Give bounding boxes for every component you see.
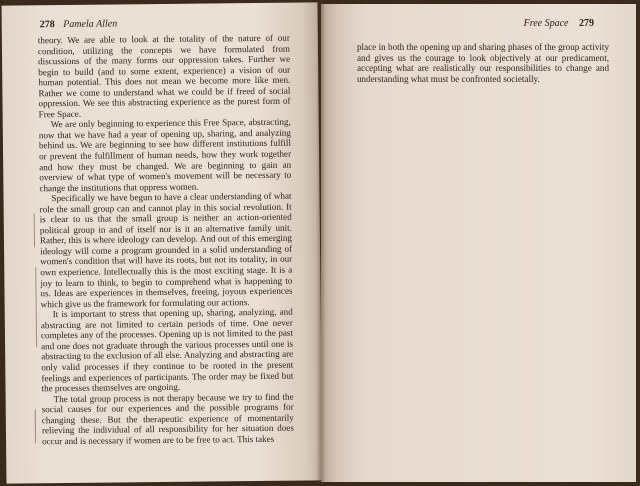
left-page-number: 278 bbox=[39, 19, 55, 31]
left-paragraph-4: It is important to stress that opening up, sharing, analyzing, and abstracting are not limited to certain periods of time. One never completes any of the processes. Opening up is not limited to the past and one does not graduate through the various processes until one is abstracting to the exclusion of all else. Analyzing and abstracting are only valid processes if they continue to be rooted in the present feelings and experiences of participants. The order may be fixed but the processes themselves are ongoing. bbox=[40, 306, 294, 394]
right-page-number: 279 bbox=[579, 18, 594, 29]
left-paragraph-5: The total group process is not therapy because we try to find the social causes for our experiences and the possible programs for changing these. But the therapeutic experience of momentarily relieving the individual of all responsibility for her situation does occur and is necessary if women are to be free to act. This takes bbox=[41, 391, 294, 447]
right-page bbox=[321, 4, 636, 482]
right-page-header bbox=[524, 18, 594, 29]
right-running-head: Free Space bbox=[523, 18, 569, 29]
left-page-header bbox=[40, 18, 118, 30]
right-page-body bbox=[357, 42, 609, 84]
right-paragraph-1: place in both the opening up and sharing phases of the group activity and gives us the courage to look objectively at our predicament, accepting what are realistically our responsibilities to change and understanding what must be confronted societally. bbox=[357, 42, 609, 84]
left-paragraph-1: theory. We are able to look at the totality of the nature of our condition, utilizing the concepts we have formulated from discussions of the many forms our oppression takes. Further we begin to build (and to some extent, experience) a vision of our human potential. This does not mean we become more like men. Rather we come to understand what we could be if freed of social oppression. We see this abstracting experience as the purest form of Free Space. bbox=[37, 32, 291, 120]
left-page-body bbox=[38, 33, 294, 447]
left-paragraph-3: Specifically we have begun to have a clear understanding of what role the small group can and cannot play in this social revolution. It is clear to us that the small group is neither an action-oriented political group in and of itself nor is it an alternative family unit. Rather, this is where ideology can develop. And out of this emerging ideology will come a program grounded in a solid understanding of women's condition that will have its roots, but not its totality, in our own experience. Intellectually this is the most exciting stage. It is a joy to learn to think, to begin to comprehend what is happening to us. Ideas are experiences in themselves, freeing, joyous experiences which give us the framework for formulating our actions. bbox=[39, 190, 293, 309]
pencil-margin-mark bbox=[34, 213, 35, 247]
pencil-margin-mark bbox=[35, 267, 37, 347]
left-running-head: Pamela Allen bbox=[63, 18, 118, 31]
left-paragraph-2: We are only beginning to experience this Free Space, abstracting, now that we have had a year of opening up, sharing, and analyzing behind us. We are beginning to see how different institutions fulfill or prevent the fulfillment of human needs, how they work together and how they must be changed. We are beginning to gain an overview of what type of women's movement will be necessary to change the institutions that oppress women. bbox=[38, 117, 292, 193]
pencil-margin-mark bbox=[35, 409, 36, 443]
left-page bbox=[2, 2, 323, 483]
